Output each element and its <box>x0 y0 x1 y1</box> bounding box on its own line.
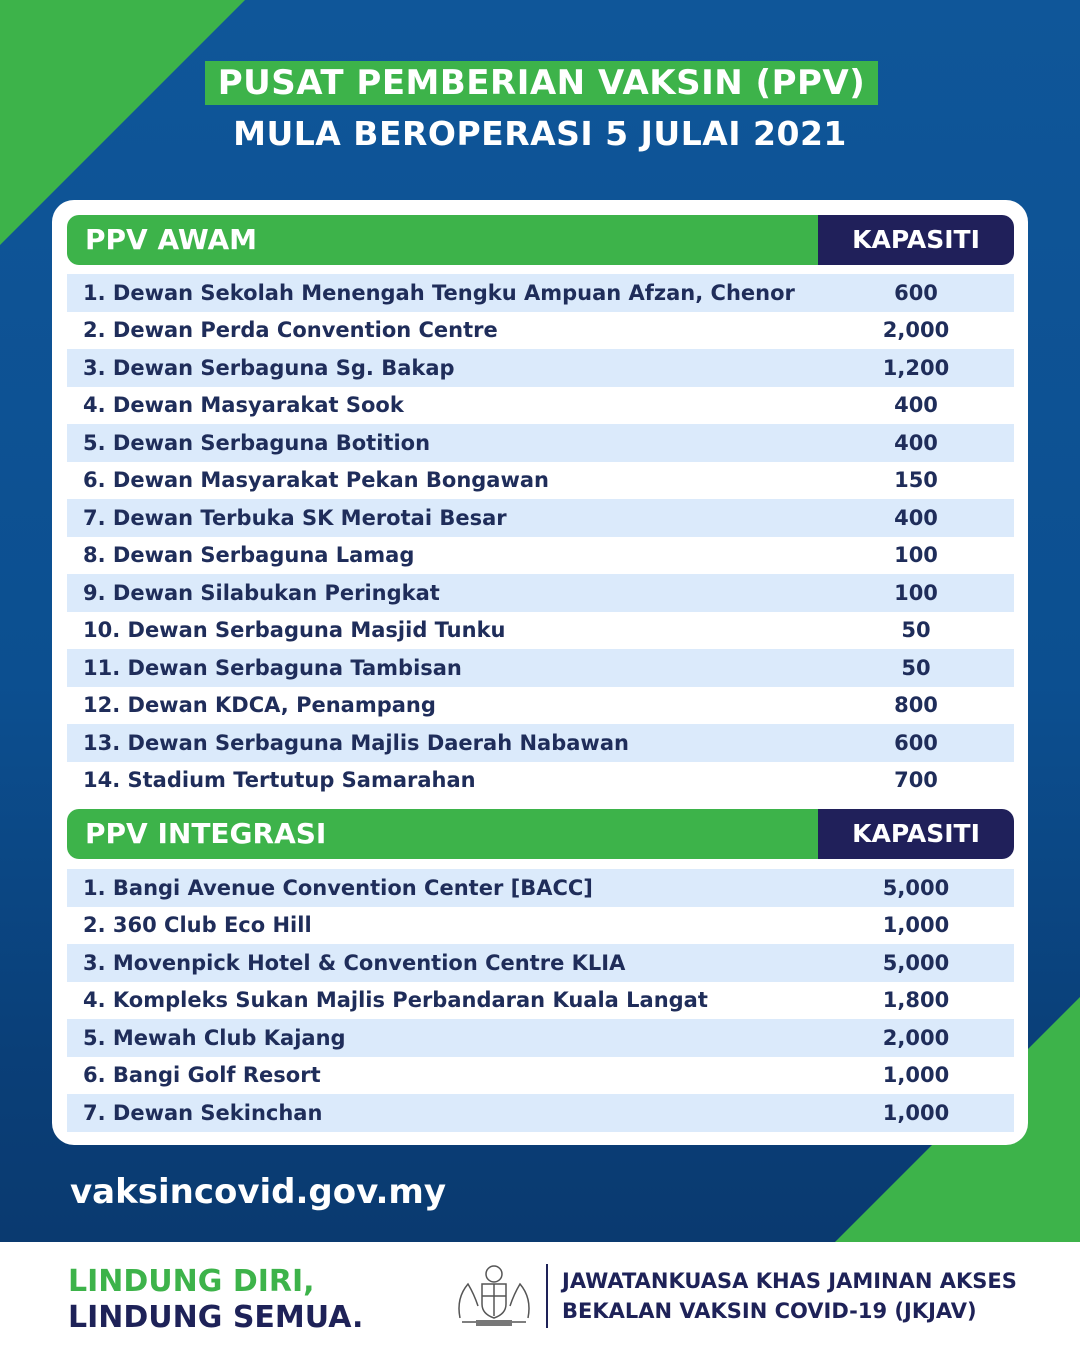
capacity-value: 5,000 <box>882 875 950 900</box>
section-title-awam: PPV AWAM <box>67 215 818 265</box>
page-title: PUSAT PEMBERIAN VAKSIN (PPV) <box>217 63 866 103</box>
venue-name: 3. Movenpick Hotel & Convention Centre KLIA <box>83 950 626 975</box>
venue-name: 5. Mewah Club Kajang <box>83 1025 346 1050</box>
capacity-value: 2,000 <box>882 1025 950 1050</box>
capacity-value: 100 <box>894 580 938 605</box>
table-row <box>67 312 1014 350</box>
capacity-value: 1,000 <box>882 1100 950 1125</box>
table-row <box>67 574 1014 612</box>
slogan-line-2: LINDUNG SEMUA. <box>68 1300 364 1335</box>
committee-line-2: BEKALAN VAKSIN COVID-19 (JKJAV) <box>562 1299 977 1323</box>
capacity-value: 100 <box>894 543 938 568</box>
table-row <box>67 1057 1014 1095</box>
venue-name: 6. Bangi Golf Resort <box>83 1063 321 1088</box>
capacity-heading-awam: KAPASITI <box>818 215 1014 265</box>
table-row <box>67 499 1014 537</box>
capacity-value: 1,200 <box>882 355 950 380</box>
slogan <box>68 1264 363 1336</box>
venue-name: 14. Stadium Tertutup Samarahan <box>83 768 476 793</box>
section-header-integrasi <box>67 809 1014 859</box>
venue-name: 2. 360 Club Eco Hill <box>83 913 312 938</box>
table-row <box>67 462 1014 500</box>
capacity-value: 2,000 <box>882 318 950 343</box>
capacity-value: 600 <box>894 280 938 305</box>
page-subtitle: MULA BEROPERASI 5 JULAI 2021 <box>233 114 847 153</box>
table-row <box>67 869 1014 907</box>
capacity-value: 50 <box>901 655 931 680</box>
table-row <box>67 387 1014 425</box>
venue-name: 11. Dewan Serbaguna Tambisan <box>83 655 462 680</box>
venue-name: 4. Dewan Masyarakat Sook <box>83 393 404 418</box>
capacity-value: 800 <box>894 693 938 718</box>
table-row <box>67 649 1014 687</box>
capacity-value: 400 <box>894 393 938 418</box>
section-header-awam <box>67 215 1014 265</box>
capacity-value: 400 <box>894 430 938 455</box>
venue-name: 2. Dewan Perda Convention Centre <box>83 318 498 343</box>
website-link[interactable]: vaksincovid.gov.my <box>70 1172 446 1212</box>
venue-name: 13. Dewan Serbaguna Majlis Daerah Nabawan <box>83 730 629 755</box>
table-row <box>67 1094 1014 1132</box>
capacity-value: 50 <box>901 618 931 643</box>
table-row <box>67 944 1014 982</box>
committee-name <box>562 1266 1017 1326</box>
capacity-value: 1,800 <box>882 988 950 1013</box>
capacity-value: 1,000 <box>882 1063 950 1088</box>
venue-name: 1. Dewan Sekolah Menengah Tengku Ampuan Afzan, Chenor <box>83 280 795 305</box>
committee-line-1: JAWATANKUASA KHAS JAMINAN AKSES <box>562 1269 1017 1293</box>
venue-name: 6. Dewan Masyarakat Pekan Bongawan <box>83 468 549 493</box>
capacity-value: 5,000 <box>882 950 950 975</box>
capacity-value: 600 <box>894 730 938 755</box>
coat-of-arms-icon <box>452 1262 536 1330</box>
table-row <box>67 349 1014 387</box>
table-row <box>67 982 1014 1020</box>
venue-name: 10. Dewan Serbaguna Masjid Tunku <box>83 618 506 643</box>
table-row <box>67 274 1014 312</box>
section-title-integrasi: PPV INTEGRASI <box>67 809 818 859</box>
table-row <box>67 1019 1014 1057</box>
venue-name: 5. Dewan Serbaguna Botition <box>83 430 431 455</box>
venue-name: 1. Bangi Avenue Convention Center [BACC] <box>83 875 593 900</box>
table-row <box>67 687 1014 725</box>
capacity-value: 150 <box>894 468 938 493</box>
venue-name: 7. Dewan Sekinchan <box>83 1100 323 1125</box>
venue-name: 12. Dewan KDCA, Penampang <box>83 693 436 718</box>
table-row <box>67 424 1014 462</box>
capacity-heading-integrasi: KAPASITI <box>818 809 1014 859</box>
table-awam <box>67 274 1014 799</box>
venue-name: 4. Kompleks Sukan Majlis Perbandaran Kuala Langat <box>83 988 708 1013</box>
slogan-line-1: LINDUNG DIRI, <box>68 1264 315 1299</box>
capacity-value: 400 <box>894 505 938 530</box>
table-row <box>67 724 1014 762</box>
capacity-value: 700 <box>894 768 938 793</box>
venue-name: 8. Dewan Serbaguna Lamag <box>83 543 415 568</box>
table-row <box>67 537 1014 575</box>
footer-divider <box>546 1264 548 1328</box>
table-row <box>67 907 1014 945</box>
venue-name: 3. Dewan Serbaguna Sg. Bakap <box>83 355 455 380</box>
venue-name: 7. Dewan Terbuka SK Merotai Besar <box>83 505 507 530</box>
capacity-value: 1,000 <box>882 913 950 938</box>
table-row <box>67 762 1014 800</box>
table-integrasi <box>67 869 1014 1132</box>
venue-name: 9. Dewan Silabukan Peringkat <box>83 580 440 605</box>
table-row <box>67 612 1014 650</box>
